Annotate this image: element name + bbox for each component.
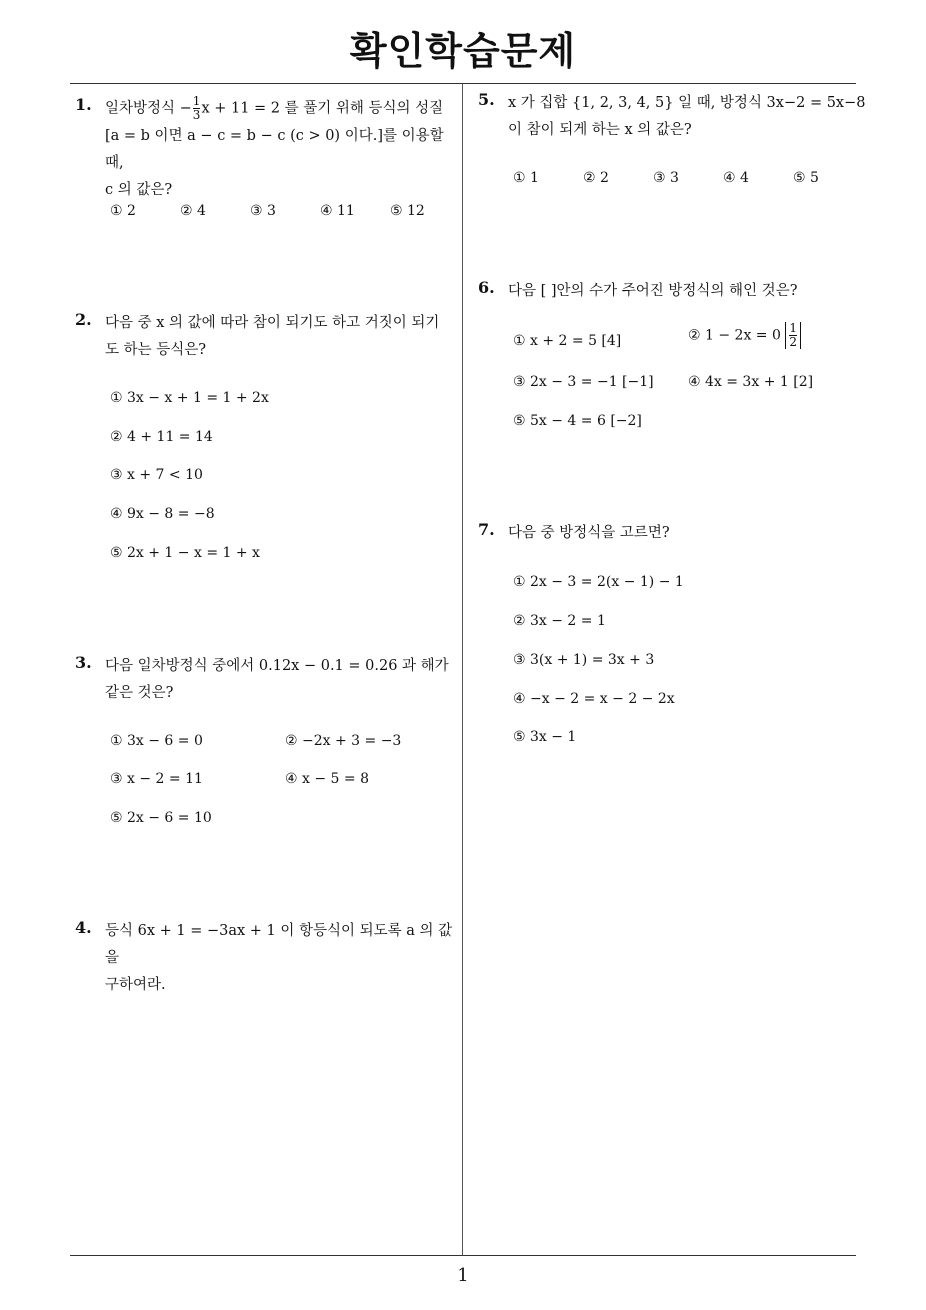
bracket-fraction: $\frac{1}{2}$ [785, 322, 801, 349]
option-3[interactable]: ③ 3 [653, 170, 679, 186]
option-5[interactable]: ⑤ 5x − 4 = 6 [−2] [513, 413, 642, 429]
option-3[interactable]: ③ x − 2 = 11 [110, 771, 203, 787]
question-number: 6. [478, 278, 495, 297]
option-4[interactable]: ④ −x − 2 = x − 2 − 2x [513, 691, 675, 707]
option-5[interactable]: ⑤ 3x − 1 [513, 729, 577, 745]
option-3[interactable]: ③ 3 [250, 203, 276, 219]
option-2[interactable]: ② 4 + 11 = 14 [110, 429, 213, 445]
option-5[interactable]: ⑤ 2x + 1 − x = 1 + x [110, 545, 260, 561]
option-1[interactable]: ① 2x − 3 = 2(x − 1) − 1 [513, 574, 684, 590]
option-5[interactable]: ⑤ 5 [793, 170, 819, 186]
question-4 [75, 918, 465, 999]
option-3[interactable]: ③ 2x − 3 = −1 [−1] [513, 374, 654, 390]
fraction: $\frac{1}{3}$ [192, 94, 201, 122]
option-2[interactable]: ② 3x − 2 = 1 [513, 613, 606, 629]
question-number: 4. [75, 918, 92, 937]
question-6 [478, 278, 868, 305]
option-1[interactable]: ① x + 2 = 5 [4] [513, 333, 622, 349]
option-3[interactable]: ③ x + 7 < 10 [110, 467, 203, 483]
question-3 [75, 653, 465, 707]
question-text: 다음 [ ]안의 수가 주어진 방정식의 해인 것은? [508, 283, 798, 299]
option-4[interactable]: ④ 11 [320, 203, 355, 219]
option-3[interactable]: ③ 3(x + 1) = 3x + 3 [513, 652, 655, 668]
question-number: 3. [75, 653, 92, 672]
question-text: 다음 중 방정식을 고르면? [508, 525, 670, 541]
question-text: 다음 일차방정식 중에서 0.12x − 0.1 = 0.26 과 해가 같은 것은? [105, 658, 449, 701]
page-title: 확인학습문제 [349, 29, 577, 73]
option-4[interactable]: ④ 4x = 3x + 1 [2] [688, 374, 814, 390]
option-2[interactable]: ② 4 [180, 203, 206, 219]
question-number: 1. [75, 95, 92, 114]
option-4[interactable]: ④ 9x − 8 = −8 [110, 506, 215, 522]
page-number: 1 [457, 1265, 469, 1286]
option-2[interactable]: ② 2 [583, 170, 609, 186]
option-4[interactable]: ④ 4 [723, 170, 749, 186]
question-text: 등식 6x + 1 = −3ax + 1 이 항등식이 되도록 a 의 값을 구하여라. [105, 923, 453, 993]
question-number: 5. [478, 90, 495, 109]
bottom-rule [70, 1255, 856, 1256]
option-2[interactable]: ② 1 − 2x = 0 $\frac{1}{2}$ [688, 322, 801, 349]
option-1[interactable]: ① 3x − x + 1 = 1 + 2x [110, 390, 269, 406]
option-5[interactable]: ⑤ 12 [390, 203, 425, 219]
option-2[interactable]: ② −2x + 3 = −3 [285, 733, 402, 749]
question-number: 2. [75, 310, 92, 329]
option-1[interactable]: ① 3x − 6 = 0 [110, 733, 203, 749]
question-5 [478, 90, 868, 144]
question-text: 일차방정식 − $\frac{1}{3}$ x + 11 = 2 를 풀기 위해 등식의 성질 [a = b 이면 a − c = b − c (c > 0) 이다.]를 이용할 때, c 의 값은? [105, 94, 444, 198]
option-1[interactable]: ① 2 [110, 203, 136, 219]
question-7 [478, 520, 868, 547]
question-text: x 가 집합 {1, 2, 3, 4, 5} 일 때, 방정식 3x−2 = 5x−8 이 참이 되게 하는 x 의 값은? [508, 95, 866, 138]
top-rule [70, 83, 856, 84]
question-number: 7. [478, 520, 495, 539]
option-4[interactable]: ④ x − 5 = 8 [285, 771, 369, 787]
question-text: 다음 중 x 의 값에 따라 참이 되기도 하고 거짓이 되기 도 하는 등식은? [105, 315, 440, 358]
question-2 [75, 310, 465, 364]
option-5[interactable]: ⑤ 2x − 6 = 10 [110, 810, 212, 826]
option-1[interactable]: ① 1 [513, 170, 539, 186]
question-1 [75, 94, 465, 204]
